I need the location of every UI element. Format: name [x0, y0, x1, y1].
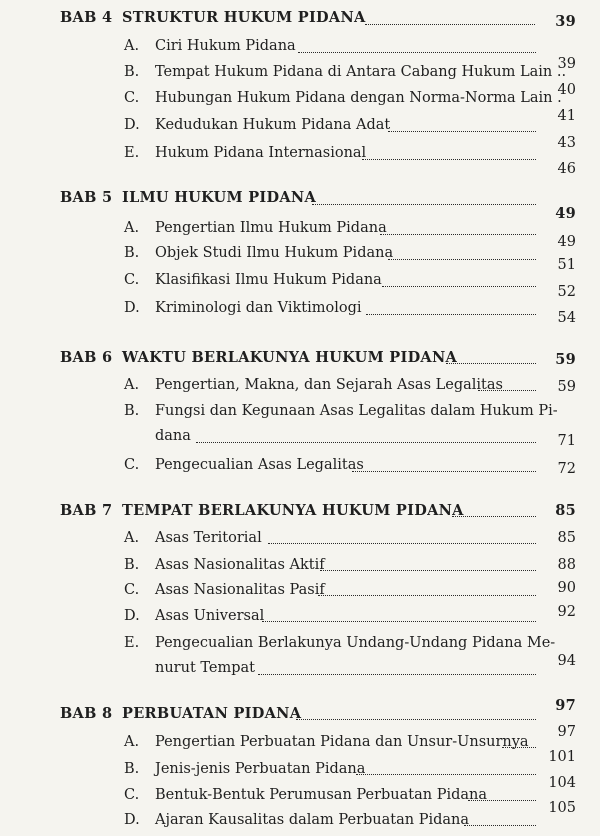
dot-leader — [502, 747, 536, 748]
page-number: 52 — [557, 284, 576, 300]
page-number: 51 — [557, 257, 576, 273]
section-title: Pengertian Perbuatan Pidana dan Unsur-Unsurnya — [155, 734, 529, 750]
section-letter: E. — [124, 635, 140, 651]
dot-leader — [320, 570, 536, 571]
page-number: 88 — [557, 557, 576, 573]
page-number: 54 — [557, 310, 576, 326]
section-letter: C. — [124, 787, 140, 803]
chapter-title: TEMPAT BERLAKUNYA HUKUM PIDANA — [122, 502, 464, 519]
section-entry — [0, 580, 600, 606]
section-letter: D. — [124, 608, 140, 624]
section-entry — [0, 724, 600, 758]
section-title: Asas Nasionalitas Pasif — [155, 582, 325, 598]
chapter-heading — [0, 8, 600, 34]
dot-leader — [452, 516, 536, 517]
section-letter: C. — [124, 90, 140, 106]
section-title: Fungsi dan Kegunaan Asas Legalitas dalam Hukum Pi- — [155, 403, 558, 419]
section-entry — [0, 243, 600, 273]
chapter-heading — [0, 501, 600, 527]
dot-leader — [258, 674, 536, 675]
section-entry — [0, 88, 600, 124]
chapter-number: BAB 6 — [60, 349, 113, 366]
chapter-title: WAKTU BERLAKUNYA HUKUM PIDANA — [122, 349, 458, 366]
section-title: Hukum Pidana Internasional — [155, 145, 367, 161]
page-number: 49 — [555, 205, 576, 222]
section-title: Objek Studi Ilmu Hukum Pidana — [155, 245, 394, 261]
section-entry — [0, 633, 600, 685]
dot-leader — [388, 259, 536, 260]
dot-leader — [464, 825, 536, 826]
section-entry — [0, 375, 600, 401]
section-letter: B. — [124, 403, 140, 419]
section-title: Jenis-jenis Perbuatan Pidana — [155, 761, 366, 777]
page-number: 71 — [557, 433, 576, 449]
page-number: 46 — [557, 161, 576, 177]
page-number: 90 — [557, 580, 576, 596]
section-title: Asas Teritorial — [155, 530, 262, 546]
dot-leader — [296, 719, 536, 720]
section-entry — [0, 218, 600, 250]
dot-leader — [388, 131, 536, 132]
dot-leader — [366, 314, 536, 315]
chapter-number: BAB 8 — [60, 705, 113, 722]
section-title: Kriminologi dan Viktimologi — [155, 300, 362, 316]
section-letter: A. — [124, 38, 140, 54]
section-entry — [0, 800, 600, 836]
section-entry — [0, 606, 600, 632]
section-title: Pengecualian Berlakunya Undang-Undang Pidana Me- — [155, 635, 556, 651]
page-number: 85 — [557, 530, 576, 546]
section-letter: B. — [124, 64, 140, 80]
chapter-heading — [0, 188, 600, 222]
section-entry — [0, 270, 600, 300]
section-letter: D. — [124, 812, 140, 828]
page-number: 39 — [555, 13, 576, 30]
page-number: 40 — [557, 82, 576, 98]
section-title: Ciri Hukum Pidana — [155, 38, 296, 54]
chapter-title: ILMU HUKUM PIDANA — [122, 189, 317, 206]
section-entry — [0, 143, 600, 177]
dot-leader — [446, 363, 536, 364]
chapter-number: BAB 4 — [60, 9, 113, 26]
dot-leader — [318, 595, 536, 596]
section-letter: B. — [124, 245, 140, 261]
section-title: Tempat Hukum Pidana di Antara Cabang Hukum Lain .. — [155, 64, 567, 80]
dot-leader — [478, 390, 536, 391]
page-number: 85 — [555, 502, 576, 519]
dot-leader — [352, 471, 536, 472]
page-number: 97 — [555, 697, 576, 714]
section-letter: B. — [124, 761, 140, 777]
dot-leader — [298, 52, 536, 53]
dot-leader — [380, 234, 536, 235]
dot-leader — [365, 24, 535, 25]
section-title: Ajaran Kausalitas dalam Perbuatan Pidana — [155, 812, 470, 828]
section-title: Kedudukan Hukum Pidana Adat — [155, 117, 391, 133]
dot-leader — [262, 621, 536, 622]
page-number: 72 — [557, 461, 576, 477]
chapter-heading — [0, 697, 600, 730]
page-number: 43 — [557, 135, 576, 151]
section-letter: C. — [124, 272, 140, 288]
dot-leader — [468, 800, 536, 801]
page-number: 49 — [557, 234, 576, 250]
section-title: Pengertian Ilmu Hukum Pidana — [155, 220, 387, 236]
section-title: Asas Universal — [155, 608, 265, 624]
chapter-title: PERBUATAN PIDANA — [122, 705, 302, 722]
chapter-number: BAB 7 — [60, 502, 113, 519]
section-letter: D. — [124, 117, 140, 133]
chapter-title: STRUKTUR HUKUM PIDANA — [122, 9, 366, 26]
page-number: 39 — [557, 56, 576, 72]
section-title: Pengecualian Asas Legalitas — [155, 457, 364, 473]
dot-leader — [356, 774, 536, 775]
section-title: Bentuk-Bentuk Perumusan Perbuatan Pidana — [155, 787, 487, 803]
dot-leader — [382, 286, 536, 287]
chapter-number: BAB 5 — [60, 189, 113, 206]
page-number: 105 — [548, 800, 576, 816]
page-number: 94 — [557, 653, 576, 669]
dot-leader — [196, 442, 536, 443]
section-letter: E. — [124, 145, 140, 161]
section-title-continued: dana — [155, 428, 191, 444]
section-entry — [0, 115, 600, 151]
section-entry — [0, 455, 600, 481]
section-letter: D. — [124, 300, 140, 316]
page-number: 97 — [557, 724, 576, 740]
page-number: 104 — [548, 775, 576, 791]
page-number: 92 — [557, 604, 576, 620]
section-entry — [0, 749, 600, 785]
section-letter: B. — [124, 557, 140, 573]
dot-leader — [312, 204, 536, 205]
section-letter: A. — [124, 220, 140, 236]
page-number: 59 — [557, 379, 576, 395]
dot-leader — [362, 159, 536, 160]
section-entry — [0, 555, 600, 581]
section-letter: A. — [124, 530, 140, 546]
section-letter: A. — [124, 377, 140, 393]
page-number: 59 — [555, 351, 576, 368]
section-letter: A. — [124, 734, 140, 750]
section-title: Hubungan Hukum Pidana dengan Norma-Norma Lain . — [155, 90, 562, 106]
section-entry — [0, 528, 600, 554]
section-letter: C. — [124, 457, 140, 473]
page-number: 41 — [557, 108, 576, 124]
section-entry — [0, 401, 600, 453]
section-entry — [0, 775, 600, 811]
dot-leader — [268, 543, 536, 544]
section-letter: C. — [124, 582, 140, 598]
page-number: 101 — [548, 749, 576, 765]
section-title: Klasifikasi Ilmu Hukum Pidana — [155, 272, 382, 288]
section-title-continued: nurut Tempat — [155, 660, 256, 676]
section-entry — [0, 298, 600, 324]
section-title: Asas Nasionalitas Aktif — [155, 557, 325, 573]
chapter-heading — [0, 348, 600, 374]
section-title: Pengertian, Makna, dan Sejarah Asas Legalitas — [155, 377, 503, 393]
